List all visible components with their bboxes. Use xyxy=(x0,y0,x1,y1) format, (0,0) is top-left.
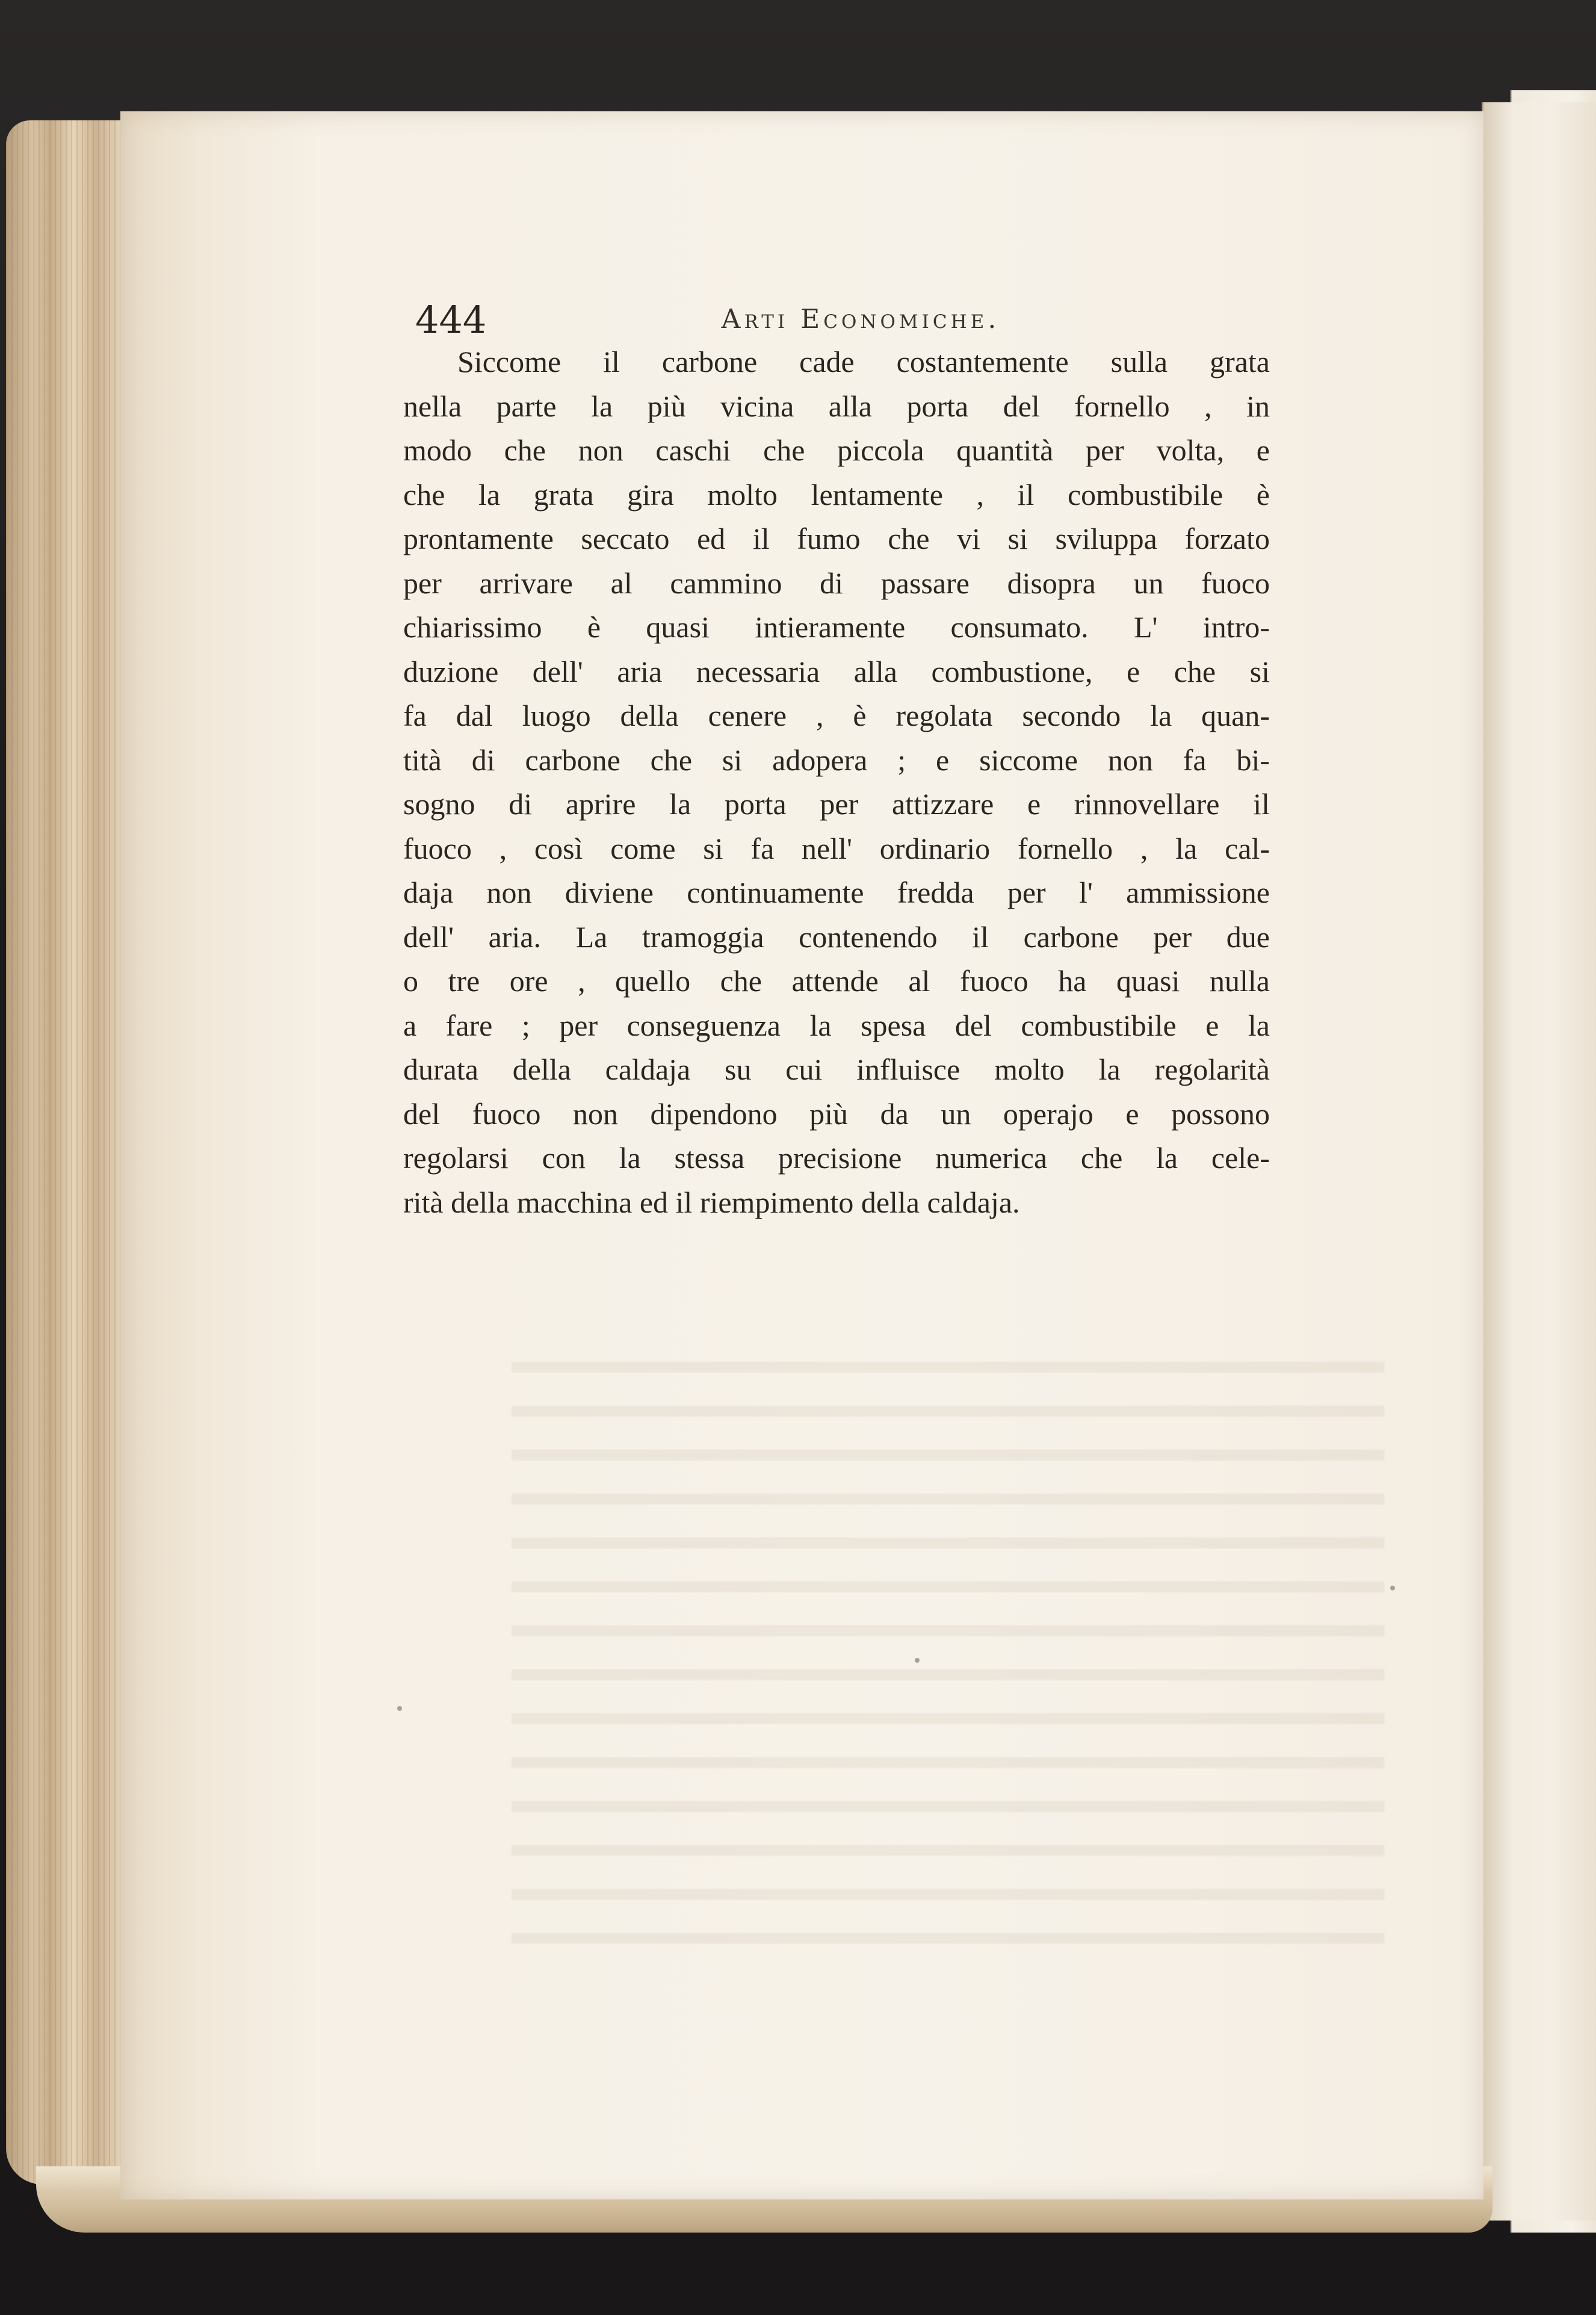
running-head xyxy=(403,298,1270,340)
paper-speck xyxy=(1390,1586,1395,1590)
text-line: modo che non caschi che piccola quantità per volta, e xyxy=(403,433,1270,467)
text-line: daja non diviene continuamente fredda per l' ammissione xyxy=(403,876,1270,909)
facing-page xyxy=(1482,102,1596,2221)
text-line: o tre ore , quello che attende al fuoco ha quasi nulla xyxy=(403,964,1270,998)
text-line: durata della caldaja su cui influisce molto la regolarità xyxy=(403,1052,1270,1086)
text-line: tità di carbone che si adopera ; e siccome non fa bi- xyxy=(403,743,1270,777)
text-line: fuoco , così come si fa nell' ordinario fornello , la cal- xyxy=(403,831,1270,865)
text-line: sogno di aprire la porta per attizzare e rinnovellare il xyxy=(403,787,1270,821)
text-line: per arrivare al cammino di passare disopra un fuoco xyxy=(403,566,1270,600)
text-line: chiarissimo è quasi intieramente consumato. L' intro- xyxy=(403,610,1270,644)
show-through-text xyxy=(512,1339,1384,1953)
text-line: regolarsi con la stessa precisione numerica che la cele- xyxy=(403,1141,1270,1175)
text-line: rità della macchina ed il riempimento della caldaja. xyxy=(403,1185,1020,1219)
text-line: Siccome il carbone cade costantemente sulla grata xyxy=(457,345,1270,379)
text-line: del fuoco non dipendono più da un operajo e possono xyxy=(403,1096,1270,1131)
text-line: duzione dell' aria necessaria alla combustione, e che si xyxy=(403,654,1270,688)
paper-speck xyxy=(915,1658,920,1663)
text-line: a fare ; per conseguenza la spesa del combustibile e la xyxy=(403,1008,1270,1042)
text-line: dell' aria. La tramoggia contenendo il carbone per due xyxy=(403,920,1270,954)
text-line: nella parte la più vicina alla porta del fornello , in xyxy=(403,389,1270,423)
running-title: Arti Economiche. xyxy=(721,304,1000,335)
text-line: che la grata gira molto lentamente , il combustibile è xyxy=(403,477,1270,512)
page-number: 444 xyxy=(415,298,487,342)
paper-speck xyxy=(397,1706,402,1711)
text-block xyxy=(403,298,1270,1225)
text-line: fa dal luogo della cenere , è regolata secondo la quan- xyxy=(403,699,1270,732)
text-line: prontamente seccato ed il fumo che vi si sviluppa forzato xyxy=(403,522,1270,555)
